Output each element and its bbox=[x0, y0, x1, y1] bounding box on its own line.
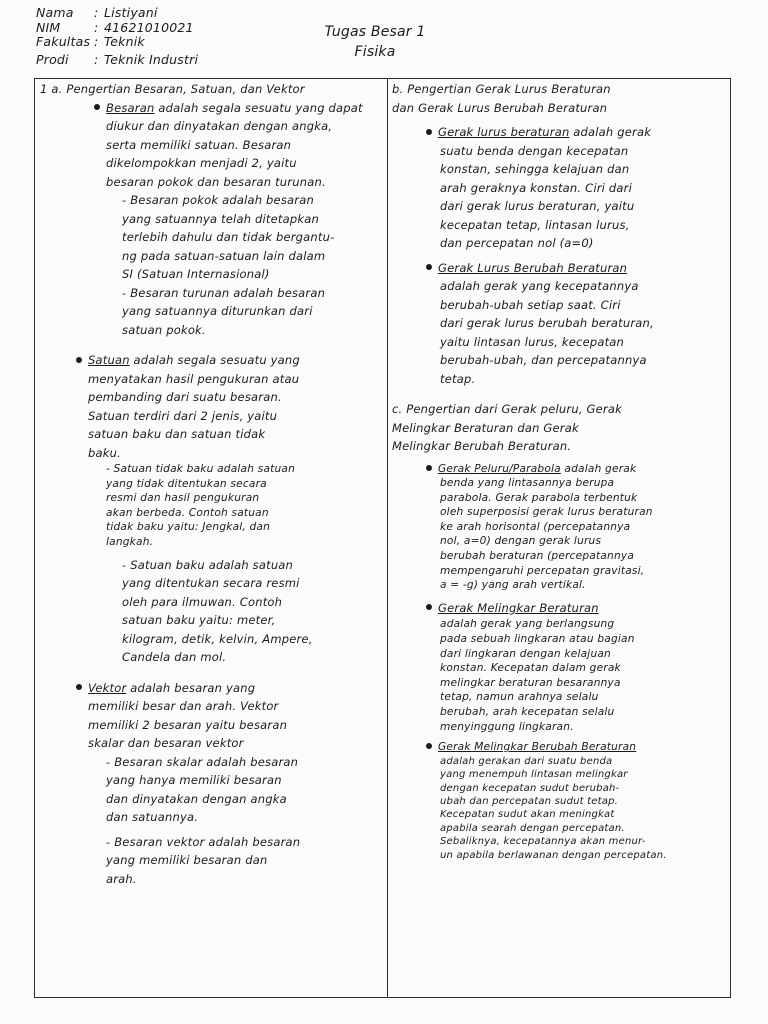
gmb-term: Gerak Melingkar Beraturan bbox=[438, 600, 599, 615]
prodi-label: Prodi bbox=[36, 51, 69, 67]
name-label: Nama bbox=[36, 5, 74, 20]
glbb-term: Gerak Lurus Berubah Beraturan bbox=[438, 260, 628, 275]
nim-row bbox=[36, 21, 198, 36]
besaran-paragraph bbox=[40, 99, 385, 192]
prodi-separator: : bbox=[94, 51, 99, 67]
glb-paragraph bbox=[392, 123, 730, 253]
name-row bbox=[36, 6, 198, 21]
bullet-icon bbox=[76, 357, 82, 363]
gmb-text: adalah gerak yang berlangsung pada sebuah lingkaran atau bagian dari lingkaran dengan kelajuan konstan. Kecepatan dalam gerak melingkar beraturan besarannya tetap, namun arahnya selalu berubah, arah kecepatan selalu menyinggung lingkaran. bbox=[440, 618, 635, 733]
besaran-text: adalah segala sesuatu yang dapat diukur dan dinyatakan dengan angka, serta memiliki satuan. Besaran dikelompokkan menjadi 2, yaitu besaran pokok dan besaran turunan. bbox=[106, 100, 363, 189]
bullet-icon bbox=[426, 129, 432, 135]
parabola-term: Gerak Peluru/Parabola bbox=[438, 462, 561, 475]
faculty-label: Fakultas bbox=[36, 34, 91, 49]
title-line-2: Fisika bbox=[354, 44, 396, 60]
gmb-heading bbox=[392, 599, 730, 618]
faculty-row bbox=[36, 35, 198, 50]
faculty-separator: : bbox=[94, 34, 99, 49]
satuan-text: adalah segala sesuatu yang menyatakan hasil pengukuran atau pembanding dari suatu besaran. Satuan terdiri dari 2 jenis, yaitu satuan baku dan satuan tidak baku. bbox=[88, 353, 300, 460]
name-separator: : bbox=[94, 5, 99, 20]
besaran-vektor: - Besaran vektor adalah besaran yang memiliki besaran dan arah. bbox=[106, 834, 301, 886]
faculty-value: Teknik bbox=[104, 34, 145, 49]
nim-separator: : bbox=[94, 19, 99, 35]
bullet-icon bbox=[94, 104, 100, 110]
bullet-icon bbox=[426, 743, 432, 749]
prodi-value: Teknik Industri bbox=[104, 51, 199, 67]
satuan-baku: - Satuan baku adalah satuan yang ditentukan secara resmi oleh para ilmuwan. Contoh satuan baku yaitu: meter, kilogram, detik, kelvin, Ampere, Candela dan mol. bbox=[122, 557, 313, 665]
nim-label: NIM bbox=[36, 19, 61, 35]
bullet-icon bbox=[426, 604, 432, 610]
glbb-heading bbox=[392, 259, 730, 278]
bullet-icon bbox=[76, 684, 82, 690]
besaran-skalar: - Besaran skalar adalah besaran yang hanya memiliki besaran dan dinyatakan dengan angka dan satuannya. bbox=[106, 754, 299, 825]
besaran-turunan: - Besaran turunan adalah besaran yang satuannya diturunkan dari satuan pokok. bbox=[122, 285, 326, 337]
student-info bbox=[36, 6, 198, 67]
vektor-paragraph bbox=[40, 679, 385, 753]
besaran-term: Besaran bbox=[106, 100, 155, 115]
vektor-text: adalah besaran yang memiliki besar dan arah. Vektor memiliki 2 besaran yaitu besaran skalar dan besaran vektor bbox=[88, 680, 288, 751]
nim-value: 41621010021 bbox=[104, 19, 194, 35]
document-title bbox=[300, 22, 450, 62]
glb-term: Gerak lurus beraturan bbox=[438, 125, 570, 139]
bullet-icon bbox=[426, 264, 432, 270]
title-line-1: Tugas Besar 1 bbox=[324, 24, 426, 40]
bullet-icon bbox=[426, 465, 432, 471]
satuan-paragraph bbox=[40, 351, 385, 462]
gmbb-term: Gerak Melingkar Berubah Beraturan bbox=[438, 741, 637, 754]
glbb-text: adalah gerak yang kecepatannya berubah-ubah setiap saat. Ciri dari gerak lurus berubah beraturan, yaitu lintasan lurus, kecepatan berubah-ubah, dan percepatannya tetap. bbox=[440, 279, 654, 386]
column-divider bbox=[387, 78, 388, 998]
gmbb-heading bbox=[392, 740, 730, 755]
prodi-row bbox=[36, 53, 198, 68]
glb-text: adalah gerak suatu benda dengan kecepatan konstan, sehingga kelajuan dan arah geraknya konstan. Ciri dari dari gerak lurus beraturan, yaitu kecepatan tetap, lintasan lurus, dan percepatan nol (a=0) bbox=[440, 125, 652, 250]
section-a-heading: 1 a. Pengertian Besaran, Satuan, dan Vektor bbox=[40, 82, 305, 96]
left-column bbox=[40, 80, 385, 888]
vektor-term: Vektor bbox=[88, 680, 127, 695]
section-c-heading: c. Pengertian dari Gerak peluru, Gerak Melingkar Beraturan dan Gerak Melingkar Berubah Beraturan. bbox=[392, 402, 622, 453]
right-column bbox=[392, 80, 730, 862]
besaran-pokok: - Besaran pokok adalah besaran yang satuannya telah ditetapkan terlebih dahulu dan tidak bergantu- ng pada satuan-satuan lain dalam SI (Satuan Internasional) bbox=[122, 193, 335, 281]
gmbb-text: adalah gerakan dari suatu benda yang menempuh lintasan melingkar dengan kecepatan sudut berubah- ubah dan percepatan sudut tetap. Kecepatan sudut akan meningkat apabila searah dengan percepatan. Sebaliknya, kecepatannya akan menur- un apabila berlawanan dengan percepatan. bbox=[440, 755, 667, 861]
parabola-text: adalah gerak benda yang lintasannya berupa parabola. Gerak parabola terbentuk oleh superposisi gerak lurus beraturan ke arah horisontal (percepatannya nol, a=0) dengan gerak lurus berubah beraturan (percepatannya mempengaruhi percepatan gravitasi, a = -g) yang arah vertikal. bbox=[440, 462, 653, 592]
parabola-paragraph bbox=[392, 462, 730, 593]
satuan-tidak-baku: - Satuan tidak baku adalah satuan yang tidak ditentukan secara resmi dan hasil pengukuran akan berbeda. Contoh satuan tidak baku yaitu: Jengkal, dan langkah. bbox=[106, 463, 296, 548]
satuan-term: Satuan bbox=[88, 353, 130, 367]
name-value: Listiyani bbox=[104, 5, 158, 20]
section-b-heading: b. Pengertian Gerak Lurus Beraturan dan Gerak Lurus Berubah Beraturan bbox=[392, 82, 611, 115]
